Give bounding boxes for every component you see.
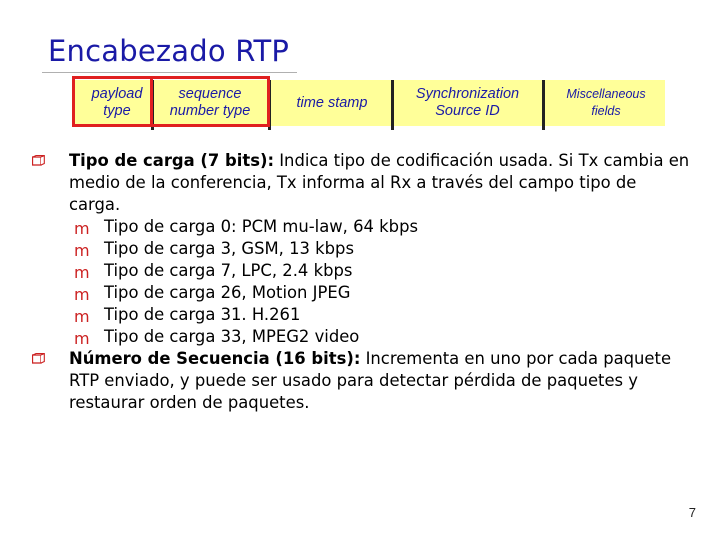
sub-bullet-marker-icon: m bbox=[74, 219, 90, 238]
bullet-heading: Número de Secuencia (16 bits): bbox=[69, 349, 361, 368]
bullet-marker-icon bbox=[32, 155, 45, 167]
sub-bullet-marker-icon: m bbox=[74, 329, 90, 348]
bullet-list bbox=[32, 150, 692, 414]
field-label-line1: Synchronization bbox=[415, 86, 520, 102]
field-timestamp bbox=[272, 80, 392, 126]
sub-bullet-marker-icon: m bbox=[74, 263, 90, 282]
sub-bullet bbox=[32, 260, 692, 282]
page-title: Encabezado RTP bbox=[48, 34, 290, 68]
field-label-line2: number type bbox=[169, 103, 251, 119]
sub-bullet bbox=[32, 282, 692, 304]
sub-bullet-text: Tipo de carga 7, LPC, 2.4 kbps bbox=[104, 261, 353, 280]
bullet-text: Incrementa en uno por cada paquete RTP enviado, y puede ser usado para detectar pérdida de paquetes y restaurar orden de paquetes. bbox=[69, 349, 672, 412]
bullet-sequence-number bbox=[32, 348, 692, 414]
field-label-line1: Miscellaneous bbox=[566, 87, 646, 101]
sub-bullet-text: Tipo de carga 26, Motion JPEG bbox=[104, 283, 351, 302]
bullet-marker-icon bbox=[32, 353, 45, 365]
field-separator bbox=[542, 80, 545, 130]
field-ssrc bbox=[395, 80, 540, 126]
bullet-heading: Tipo de carga (7 bits): bbox=[69, 151, 275, 170]
field-label-line1: payload bbox=[91, 86, 143, 102]
sub-bullet-marker-icon: m bbox=[74, 285, 90, 304]
field-misc bbox=[547, 80, 665, 126]
highlight-box-sequence bbox=[150, 76, 270, 127]
sub-bullet-marker-icon: m bbox=[74, 307, 90, 326]
sub-bullet-text: Tipo de carga 31. H.261 bbox=[104, 305, 301, 324]
highlight-box-left bbox=[72, 76, 153, 127]
title-underline bbox=[42, 72, 297, 73]
sub-bullet-text: Tipo de carga 3, GSM, 13 kbps bbox=[104, 239, 354, 258]
field-separator bbox=[391, 80, 394, 130]
field-label-line2: fields bbox=[591, 104, 621, 118]
sub-bullet-text: Tipo de carga 0: PCM mu-law, 64 kbps bbox=[104, 217, 419, 236]
page-number: 7 bbox=[688, 505, 696, 520]
bullet-payload-type bbox=[32, 150, 692, 216]
sub-bullet bbox=[32, 326, 692, 348]
field-label-line2: Source ID bbox=[435, 103, 500, 119]
field-label-line2: type bbox=[103, 103, 131, 119]
field-label-line1: time stamp bbox=[296, 94, 368, 111]
sub-bullet-marker-icon: m bbox=[74, 241, 90, 260]
sub-bullet bbox=[32, 216, 692, 238]
sub-bullet bbox=[32, 238, 692, 260]
field-label-line1: sequence bbox=[178, 86, 242, 102]
sub-bullet-text: Tipo de carga 33, MPEG2 video bbox=[104, 327, 360, 346]
sub-bullet bbox=[32, 304, 692, 326]
bullet-text: Indica tipo de codificación usada. Si Tx cambia en medio de la conferencia, Tx informa al Rx a través del campo tipo de carga. bbox=[69, 151, 690, 214]
